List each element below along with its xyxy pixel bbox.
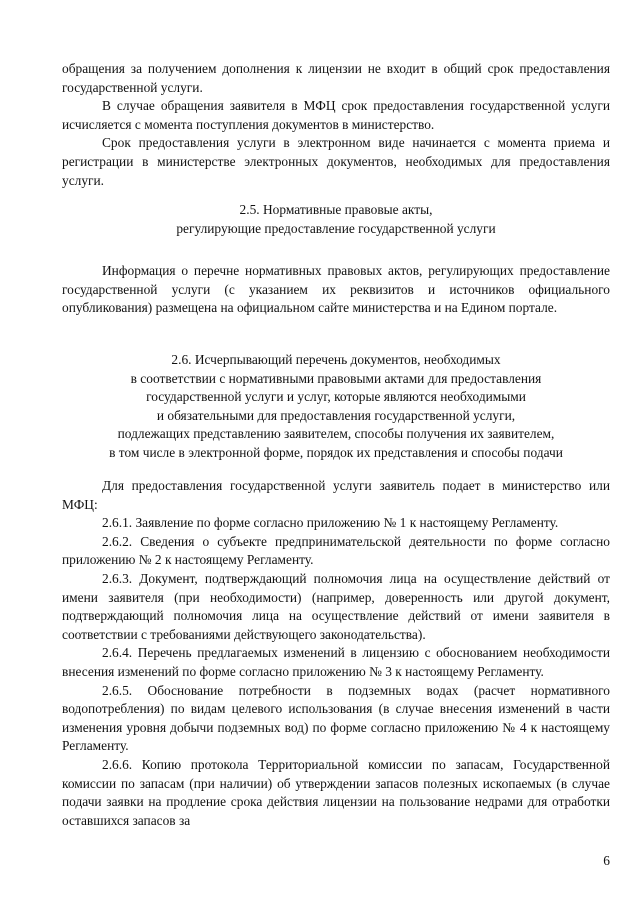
heading-line: регулирующие предоставление государственной услуги [176, 220, 496, 236]
list-item: 2.6.3. Документ, подтверждающий полномочия лица на осуществление действий от имени заявителя (при необходимости) (например, доверенность или другой документ, подтверждающий полномочия лица на осуществление действий от имени заявителя в соответствии с требованиями действующего законодательства). [62, 570, 610, 642]
list-item: 2.6.4. Перечень предлагаемых изменений в лицензию с обоснованием необходимости внесения изменений по форме согласно приложению № 3 к настоящему Регламенту. [62, 645, 610, 679]
list-item: 2.6.6. Копию протокола Территориальной комиссии по запасам, Государственной комиссии по запасам (при наличии) об утверждении запасов полезных ископаемых (в случае подачи заявки на продление срока действия лицензии на пользование недрами для отработки оставшихся запасов за [62, 756, 610, 828]
list-item: 2.6.2. Сведения о субъекте предпринимательской деятельности по форме согласно приложению № 2 к настоящему Регламенту. [62, 533, 610, 568]
page-number: 6 [603, 853, 610, 868]
heading-line: подлежащих представлению заявителем, способы получения их заявителем, [117, 426, 555, 442]
section-2-5-heading [62, 201, 610, 238]
paragraph: обращения за получением дополнения к лицензии не входит в общий срок предоставления государственной услуги. [62, 61, 610, 95]
heading-line: государственной услуги и услуг, которые являются необходимыми [146, 389, 526, 405]
paragraph: Информация о перечне нормативных правовых актов, регулирующих предоставление государственной услуги (с указанием их реквизитов и источников официального опубликования) размещена на официальном сайте министерства и на Едином портале. [62, 263, 610, 316]
section-2-6-body [62, 477, 610, 830]
section-2-5-body [62, 262, 610, 318]
section-2-6-heading [62, 351, 610, 463]
intro-block [62, 60, 610, 190]
heading-line: в соответствии с нормативными правовыми актами для предоставления [130, 370, 542, 386]
heading-line: 2.5. Нормативные правовые акты, [239, 202, 433, 217]
paragraph: Для предоставления государственной услуги заявитель подает в министерство или МФЦ: [62, 478, 610, 512]
paragraph: В случае обращения заявителя в МФЦ срок предоставления государственной услуги исчисляется с момента поступления документов в министерство. [62, 98, 610, 132]
paragraph: Срок предоставления услуги в электронном виде начинается с момента приема и регистрации в министерстве электронных документов, необходимых для предоставления услуги. [62, 135, 610, 188]
heading-line: и обязательными для предоставления государственной услуги, [156, 407, 516, 423]
list-item: 2.6.1. Заявление по форме согласно приложению № 1 к настоящему Регламенту. [102, 515, 559, 531]
list-item: 2.6.5. Обоснование потребности в подземных водах (расчет нормативного водопотребления) по видам целевого использования (в случае внесения изменений в части изменения уровня добычи подземных вод) по форме согласно приложению № 4 к настоящему Регламенту. [62, 682, 610, 754]
heading-line: в том числе в электронной форме, порядок их представления и способы подачи [109, 444, 563, 460]
heading-line: 2.6. Исчерпывающий перечень документов, необходимых [171, 352, 501, 367]
